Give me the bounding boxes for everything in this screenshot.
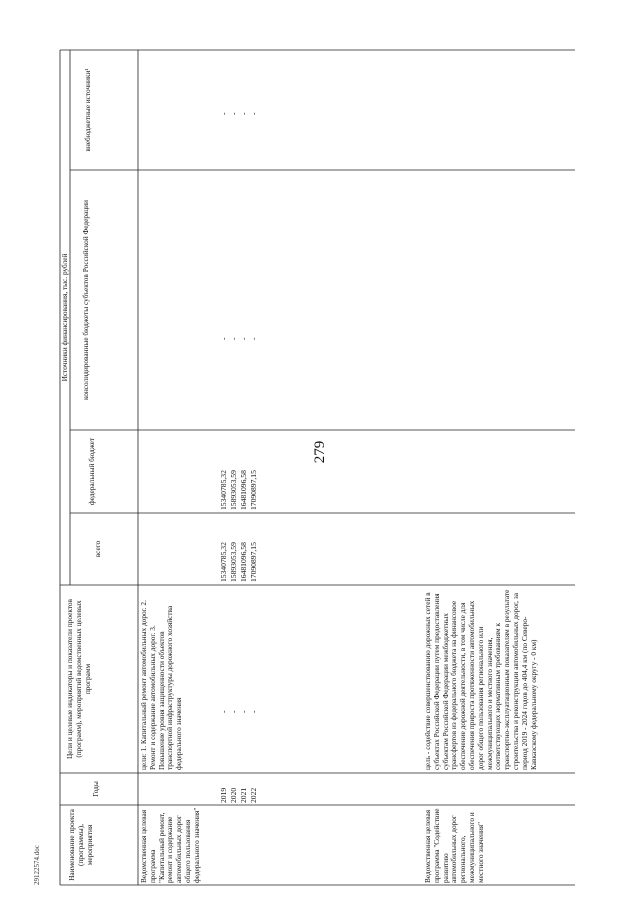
year-0-3-box	[250, 775, 260, 803]
header-regional: консолидированные бюджеты субъектов Российской Федерации	[81, 200, 90, 400]
header-federal-box	[88, 432, 118, 511]
regional-0-3: -	[249, 337, 258, 340]
goal-dash-0-3-box	[250, 673, 260, 713]
program-name-0-box	[140, 807, 270, 883]
federal-0-3-box	[250, 433, 260, 510]
year-0-3: 2022	[249, 787, 258, 803]
header-regional-box	[82, 172, 122, 428]
program-goal-1-box	[424, 588, 640, 770]
header-goals: Цели и целевые индикаторы и показатели проектов (программ), мероприятий ведомственных целевых программ	[65, 599, 92, 759]
header-offbudget: внебюджетные источники¹	[83, 68, 92, 152]
regional-0-0-box	[220, 280, 230, 340]
offbudget-0-1-box	[230, 75, 240, 115]
header-total-box	[94, 515, 110, 583]
header-sources-group-box	[61, 52, 71, 583]
offbudget-0-2: -	[239, 112, 248, 115]
program-name-1-box	[424, 807, 554, 883]
header-years-box	[92, 775, 112, 803]
federal-0-2: 16481096,58	[239, 470, 248, 510]
goal-dash-0-0-box	[220, 673, 230, 713]
page-number: 279	[312, 440, 328, 464]
goal-dash-0-2: -	[239, 710, 248, 713]
goal-dash-0-3: -	[249, 710, 258, 713]
footer-doc-code: 29122574.doc	[33, 845, 41, 885]
regional-0-0: -	[219, 337, 228, 340]
federal-0-0: 15340785,32	[219, 470, 228, 510]
header-name: Наименование проекта (программы), мероприятия	[67, 809, 94, 881]
total-0-3-box	[250, 516, 260, 582]
year-0-1: 2020	[229, 787, 238, 803]
goal-dash-0-1-box	[230, 673, 240, 713]
financing-table-svg	[60, 50, 575, 885]
header-sources-group: Источники финансирования, тыс. рублей	[60, 253, 69, 382]
program-goal-1: цель - содействие совершенствованию дорожных сетей в субъектах Российской Федерации путем предоставления субъектам Российской Федерации межбюджетных трансфертов из федерального бюджета на финансовое обеспечение дорожной деятельности, в том числе для обеспечения прироста протяженности автомобильных дорог общего пользования регионального или межмуниципального и местного значения, соответствующих нормативным требованиям к транспортно-эксплуатационным показателям в результате строительства и реконструкции автомобильных дорог, за период 2019 - 2024 годов до 404,4 км (по Северо-Кавказскому федеральному округу - 0 км)	[423, 589, 538, 770]
regional-0-2-box	[240, 280, 250, 340]
rotated-table-content	[60, 50, 640, 885]
header-offbudget-box	[84, 52, 114, 168]
header-years: Годы	[91, 781, 100, 797]
offbudget-0-1: -	[229, 112, 238, 115]
program-goal-0: цели: 1. Капитальный ремонт автомобильных дорог. 2. Ремонт и содержание автомобильных дорог. 3. Повышение уровня защищенности объектов транспортной инфраструктуры дорожного хозяйства федерального значения	[139, 600, 184, 770]
header-total: всего	[93, 540, 102, 558]
year-0-0: 2019	[219, 787, 228, 803]
header-federal: федеральный бюджет	[87, 437, 96, 506]
goal-dash-0-1: -	[229, 710, 238, 713]
offbudget-0-2-box	[240, 75, 250, 115]
program-name-0: Ведомственная целевая программа "Капитальный ремонт, ремонт и содержание автомобильных дорог общего пользования федерального значения"	[139, 807, 201, 883]
regional-0-2: -	[239, 337, 248, 340]
offbudget-0-0: -	[219, 112, 228, 115]
total-0-1: 15893053,59	[229, 542, 238, 582]
total-0-2: 16481096,58	[239, 542, 248, 582]
total-0-0: 15340785,32	[219, 542, 228, 582]
federal-0-3: 17090897,15	[249, 470, 258, 510]
header-name-box	[68, 807, 136, 883]
offbudget-0-3: -	[249, 112, 258, 115]
program-name-1: Ведомственная целевая программа "Содействие развитию автомобильных дорог регионального, межмуниципального и местного значения"	[423, 808, 485, 883]
year-0-2: 2021	[239, 787, 248, 803]
regional-0-1-box	[230, 280, 240, 340]
offbudget-0-0-box	[220, 75, 230, 115]
offbudget-0-3-box	[250, 75, 260, 115]
goal-dash-0-2-box	[240, 673, 250, 713]
goal-dash-0-0: -	[219, 710, 228, 713]
financing-table	[60, 50, 575, 885]
federal-0-1: 15893053,59	[229, 470, 238, 510]
regional-0-3-box	[250, 280, 260, 340]
total-0-3: 17090897,15	[249, 542, 258, 582]
header-goals-box	[66, 588, 136, 770]
regional-0-1: -	[229, 337, 238, 340]
